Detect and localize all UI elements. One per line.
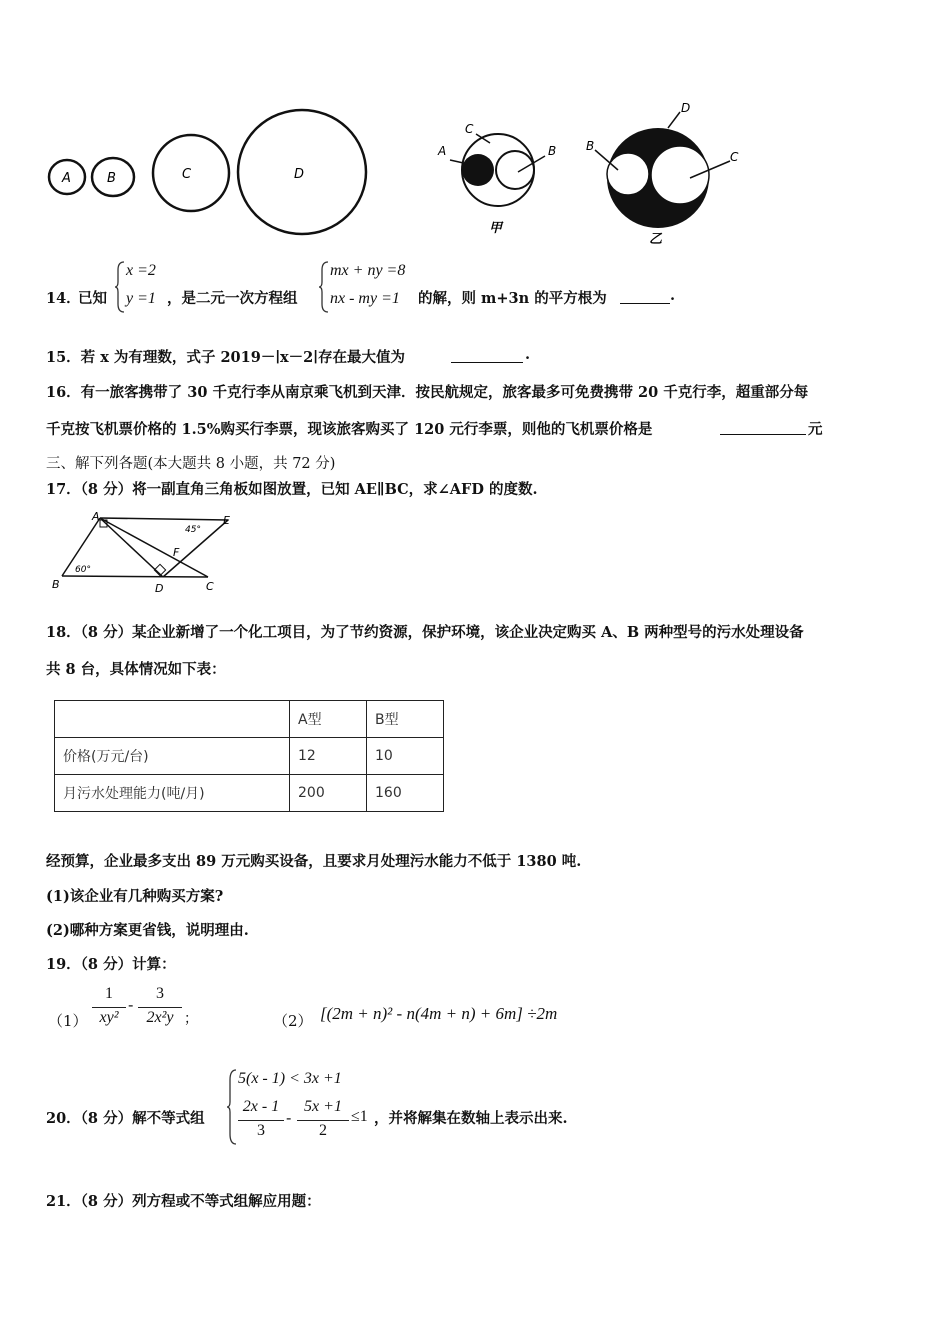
fig17-D: D — [155, 582, 164, 595]
q19-frac1-den: xy² — [99, 1009, 119, 1026]
q14-number: 14． — [46, 290, 81, 307]
q20-pre: 20．（8 分）解不等式组 — [46, 1110, 205, 1127]
q19-frac1-bar — [92, 1007, 126, 1008]
fig17-angle60: 60° — [75, 565, 91, 575]
q19-part1-label: （1） — [48, 1012, 88, 1030]
q18-budget: 经预算，企业最多支出 89 万元购买设备，且要求月处理污水能力不低于 1380 吨. — [46, 853, 582, 870]
circle-c — [153, 135, 229, 211]
table-header-a: A型 — [290, 701, 367, 738]
q15-text: 15．若 x 为有理数，式子 2019－∣x－2∣存在最大值为 — [46, 349, 405, 366]
q20-frac2-bar — [297, 1120, 349, 1121]
table-row — [55, 738, 444, 775]
q14-mid: ，是二元一次方程组 — [167, 290, 298, 307]
q14-answer-blank — [620, 286, 670, 304]
label-a: A — [62, 171, 71, 186]
fig17-C: C — [206, 580, 214, 593]
q14-sys1-line2: y =1 — [126, 290, 156, 307]
label-d: D — [294, 167, 305, 182]
q20-rel: ≤1 — [351, 1108, 368, 1125]
q15-end: . — [525, 346, 531, 363]
jia-label-b: B — [548, 144, 557, 158]
table-cell: 月污水处理能力(吨/月) — [55, 775, 290, 812]
q20-frac2-num: 5x +1 — [304, 1098, 342, 1115]
q19-frac1-num: 1 — [105, 985, 113, 1002]
fig17-E: E — [223, 514, 230, 527]
q17-text: 17．（8 分）将一副直角三角板如图放置，已知 AE∥BC，求∠AFD 的度数. — [46, 481, 538, 498]
q20-frac1-den: 3 — [257, 1122, 265, 1139]
table-cell: 200 — [290, 775, 367, 812]
yi-label-d: D — [681, 101, 691, 115]
q14-sys1-line1: x =2 — [126, 262, 156, 279]
circles-figure — [40, 98, 760, 248]
question-21: 21．（8 分）列方程或不等式组解应用题： — [46, 1193, 321, 1210]
yi-label-b: B — [586, 139, 595, 153]
jia-label-a: A — [438, 144, 447, 158]
q20-post: ，并将解集在数轴上表示出来. — [374, 1110, 568, 1127]
q18-line1: 18．（8 分）某企业新增了一个化工项目，为了节约资源，保护环境，该企业决定购买 A、B 两种型号的污水处理设备 — [46, 624, 804, 641]
q14-brace-1 — [114, 260, 126, 314]
table-row — [55, 775, 444, 812]
table-header-blank — [55, 701, 290, 738]
label-b: B — [107, 171, 116, 186]
q14-brace-2 — [318, 260, 330, 314]
q20-frac1-bar — [238, 1120, 284, 1121]
circle-a — [49, 160, 85, 194]
jia-label-c: C — [465, 122, 474, 136]
jia-caption: 甲 — [489, 221, 503, 236]
q18-part1: (1)该企业有几种购买方案? — [46, 888, 224, 905]
q15-answer-blank — [451, 345, 523, 363]
table-cell: 价格(万元/台) — [55, 738, 290, 775]
q14-post: 的解，则 m+3n 的平方根为 — [418, 290, 607, 307]
q19-part2-label: （2） — [273, 1012, 313, 1030]
q18-line2: 共 8 台，具体情况如下表： — [46, 661, 226, 678]
q20-frac2-den: 2 — [319, 1122, 327, 1139]
yi-caption: 乙 — [649, 232, 663, 247]
fig17-B: B — [52, 578, 60, 591]
q16-answer-blank — [720, 417, 806, 435]
q20-line1: 5(x - 1) < 3x +1 — [238, 1070, 342, 1087]
q19-frac2-den: 2x²y — [146, 1009, 174, 1026]
q19-minus: - — [128, 995, 134, 1014]
q18-equipment-table — [54, 700, 444, 812]
q20-frac1-num: 2x - 1 — [242, 1098, 280, 1115]
q14-pre: 已知 — [78, 290, 107, 307]
q20-op: - — [286, 1108, 292, 1127]
q18-part2: (2)哪种方案更省钱，说明理由. — [46, 922, 249, 939]
figure-yi — [586, 101, 739, 247]
fig17-F: F — [173, 546, 180, 559]
table-cell: 160 — [367, 775, 444, 812]
label-c: C — [182, 167, 192, 182]
fig17-angle45: 45° — [185, 525, 201, 535]
q14-end: . — [670, 287, 676, 304]
table-header-b: B型 — [367, 701, 444, 738]
q16-line1: 16．有一旅客携带了 30 千克行李从南京乘飞机到天津．按民航规定，旅客最多可免费携带 20 千克行李，超重部分每 — [46, 384, 809, 401]
fig17-A: A — [92, 510, 100, 523]
q19-frac2-num: 3 — [156, 985, 164, 1002]
section-3-heading: 三、解下列各题(本大题共 8 小题，共 72 分) — [46, 456, 336, 472]
q19-text: 19．（8 分）计算： — [46, 956, 176, 973]
q14-sys2-line2: nx - my =1 — [330, 290, 400, 307]
table-cell: 10 — [367, 738, 444, 775]
table-cell: 12 — [290, 738, 367, 775]
q19-frac2-bar — [138, 1007, 182, 1008]
q16-line2: 千克按飞机票价格的 1.5%购买行李票，现该旅客购买了 120 元行李票，则他的飞机票价格是 — [46, 421, 653, 438]
circle-b — [92, 158, 134, 196]
q14-sys2-line1: mx + ny =8 — [330, 262, 406, 279]
q19-expr2: [(2m + n)² - n(4m + n) + 6m] ÷2m — [320, 1004, 558, 1023]
table-header-row — [55, 701, 444, 738]
q17-triangle-figure — [48, 508, 248, 598]
q19-semicolon: ； — [184, 1011, 198, 1027]
yi-label-c: C — [730, 150, 739, 164]
q16-unit: 元 — [808, 421, 823, 438]
q20-brace — [226, 1068, 238, 1146]
figure-jia — [437, 122, 556, 236]
circle-d — [238, 110, 366, 234]
